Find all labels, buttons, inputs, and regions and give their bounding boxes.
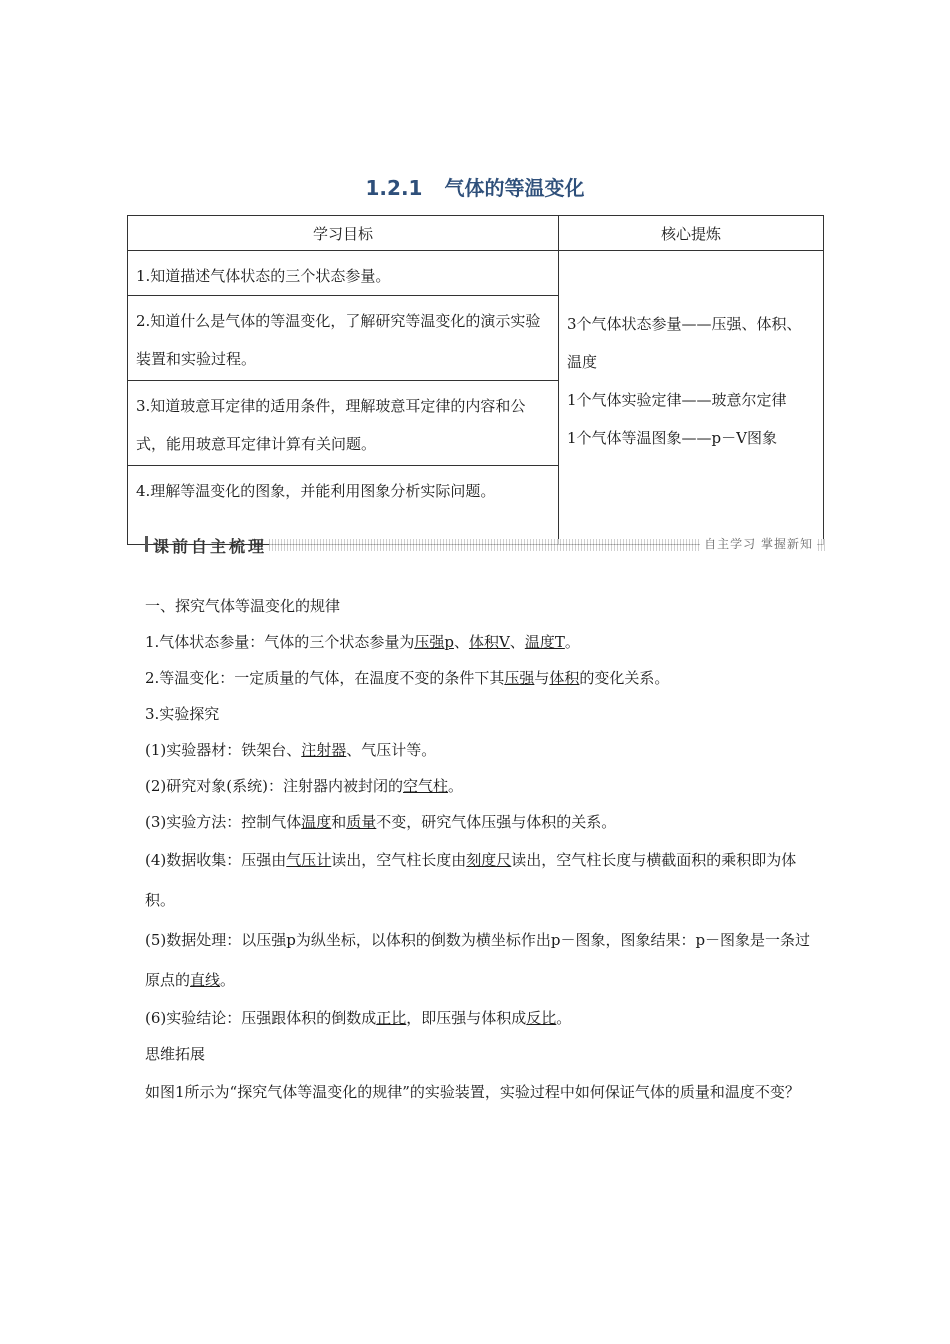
core-item-3: 1个气体等温图象——p－V图象 [567,429,777,447]
header-learning-goals: 学习目标 [128,216,559,251]
banner-label: 课前自主梳理 [153,537,268,556]
banner-tag: 自主学习 掌握新知 [700,535,817,552]
line-3: 3.实验探究 [145,705,220,723]
goal-1: 1.知道描述气体状态的三个状态参量。 [128,251,559,296]
objectives-table [127,215,824,545]
line-5: (2)研究对象(系统)：注射器内被封闭的空气柱。 [145,777,463,795]
goal-4: 4.理解等温变化的图象，并能利用图象分析实际问题。 [128,466,559,545]
line-9: (6)实验结论：压强跟体积的倒数成正比，即压强与体积成反比。 [145,1009,572,1027]
section-number: 1.2.1 [365,176,423,200]
think-heading: 思维拓展 [145,1045,206,1063]
core-item-2: 1个气体实验定律——玻意尔定律 [567,391,787,409]
answer-pressure: 压强p [414,633,454,651]
answer-temperature: 温度T [524,633,565,651]
page-title [0,172,950,201]
banner-bar [145,536,148,552]
section-title: 气体的等温变化 [444,176,585,200]
core-item-1: 3个气体状态参量——压强、体积、温度 [567,315,802,371]
section-banner [145,534,817,554]
line-7: (4)数据收集：压强由气压计读出，空气柱长度由刻度尺读出，空气柱长度与横截面积的乘积即为体积。 [145,851,797,909]
core-summary-cell [559,251,824,545]
answer-volume: 体积V [468,633,510,651]
content-section [145,588,817,1112]
line-6: (3)实验方法：控制气体温度和质量不变，研究气体压强与体积的关系。 [145,813,617,831]
line-1: 1.气体状态参量：气体的三个状态参量为压强p、体积V、温度T。 [145,633,580,651]
line-4: (1)实验器材：铁架台、注射器、气压计等。 [145,741,437,759]
header-core-summary: 核心提炼 [559,216,824,251]
section-heading: 一、探究气体等温变化的规律 [145,597,341,615]
question: 如图1所示为“探究气体等温变化的规律”的实验装置，实验过程中如何保证气体的质量和温度不变？ [145,1083,800,1101]
line-2: 2.等温变化：一定质量的气体，在温度不变的条件下其压强与体积的变化关系。 [145,669,670,687]
goal-2: 2.知道什么是气体的等温变化，了解研究等温变化的演示实验装置和实验过程。 [128,296,559,381]
goal-3: 3.知道玻意耳定律的适用条件，理解玻意耳定律的内容和公式，能用玻意耳定律计算有关问题。 [128,381,559,466]
line-8: (5)数据处理：以压强p为纵坐标，以体积的倒数为横坐标作出p－图象，图象结果：p－图象是一条过原点的直线。 [145,931,811,989]
